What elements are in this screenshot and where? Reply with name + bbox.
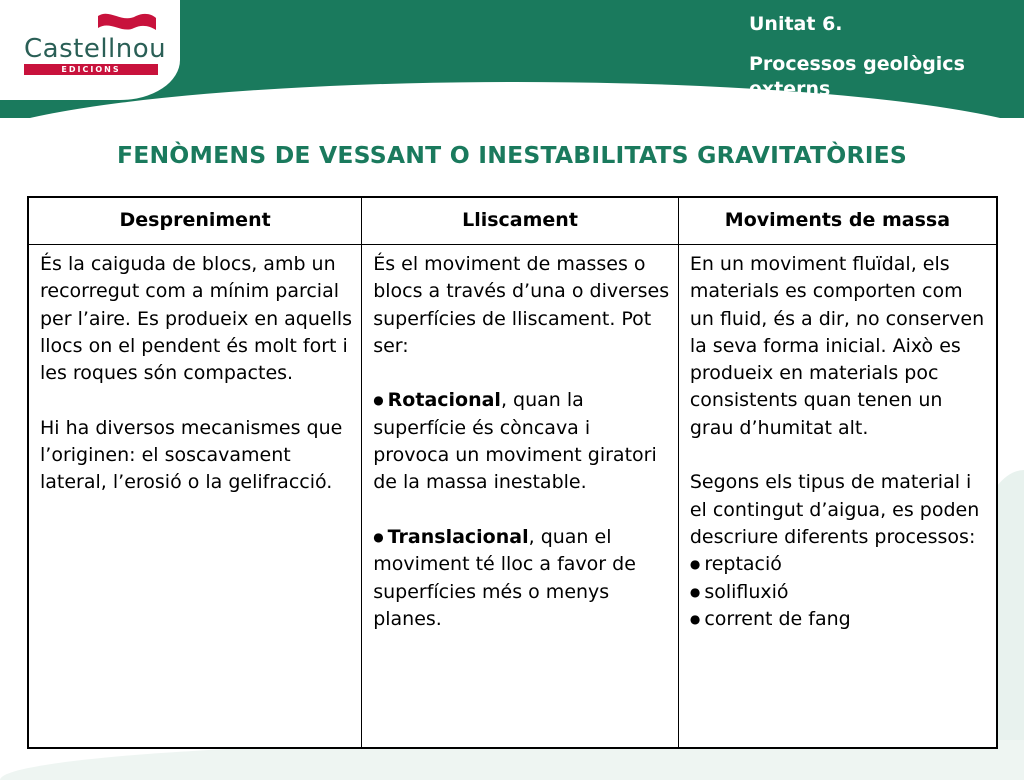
list-item: ● reptació (689, 553, 782, 576)
list-item (373, 387, 672, 496)
table-row (28, 245, 997, 749)
cell-moviments (678, 245, 997, 749)
bullet-icon: ● (373, 529, 384, 544)
comparison-table (27, 196, 998, 749)
unit-label: Unitat 6. (749, 13, 843, 35)
lliscament-type-term: Rotacional (387, 389, 501, 412)
moviments-definition: En un moviment fluïdal, els materials es comporten com un fluid, és a dir, no conserven la seva forma inicial. Això es produeix en materials poc consistents quan tenen un grau d’humitat alt. (689, 253, 985, 439)
publisher-logo (0, 0, 180, 100)
list-item: ● corrent de fang (689, 607, 851, 630)
brand-name: Castellnou (24, 34, 167, 64)
list-item: ● solifluxió (689, 580, 789, 603)
bullet-icon: ● (689, 557, 701, 572)
bullet-icon: ● (689, 584, 701, 599)
column-header-lliscament: Lliscament (362, 197, 679, 245)
flag-icon (96, 10, 158, 34)
bullet-icon: ● (373, 393, 384, 408)
cell-despreniment (28, 245, 362, 749)
column-header-moviments: Moviments de massa (678, 197, 997, 245)
table-header-row (28, 197, 997, 245)
lliscament-definition: És el moviment de masses o blocs a través d’una o diverses superfícies de lliscament. Pot ser: (373, 253, 670, 357)
column-header-despreniment: Despreniment (28, 197, 362, 245)
lliscament-type-term: Translacional (387, 525, 529, 548)
unit-subject: Processos geològics externs (749, 53, 965, 100)
header-band (0, 0, 1024, 118)
page-title: FENÒMENS DE VESSANT O INESTABILITATS GRAVITATÒRIES (116, 141, 908, 169)
lliscament-type-text: , quan la superfície és còncava i provoca un moviment giratori de la massa inestable. (373, 389, 657, 494)
bullet-icon: ● (689, 611, 701, 626)
unit-heading (749, 12, 1019, 102)
despreniment-definition: És la caiguda de blocs, amb un recorregut com a mínim parcial per l’aire. Es produeix en aquells llocs on el pendent és molt fort i les roques són compactes. (40, 253, 353, 385)
despreniment-mechanisms: Hi ha diversos mecanismes que l’originen: el soscavament lateral, l’erosió o la gelifracció. (40, 416, 343, 494)
list-item (373, 524, 672, 633)
brand-subtitle: EDICIONS (24, 64, 158, 75)
moviments-processes-intro: Segons els tipus de material i el contingut d’aigua, es poden descriure diferents processos: (689, 471, 980, 548)
cell-lliscament (362, 245, 679, 749)
lliscament-type-text: , quan el moviment té lloc a favor de superfícies més o menys planes. (373, 525, 636, 630)
